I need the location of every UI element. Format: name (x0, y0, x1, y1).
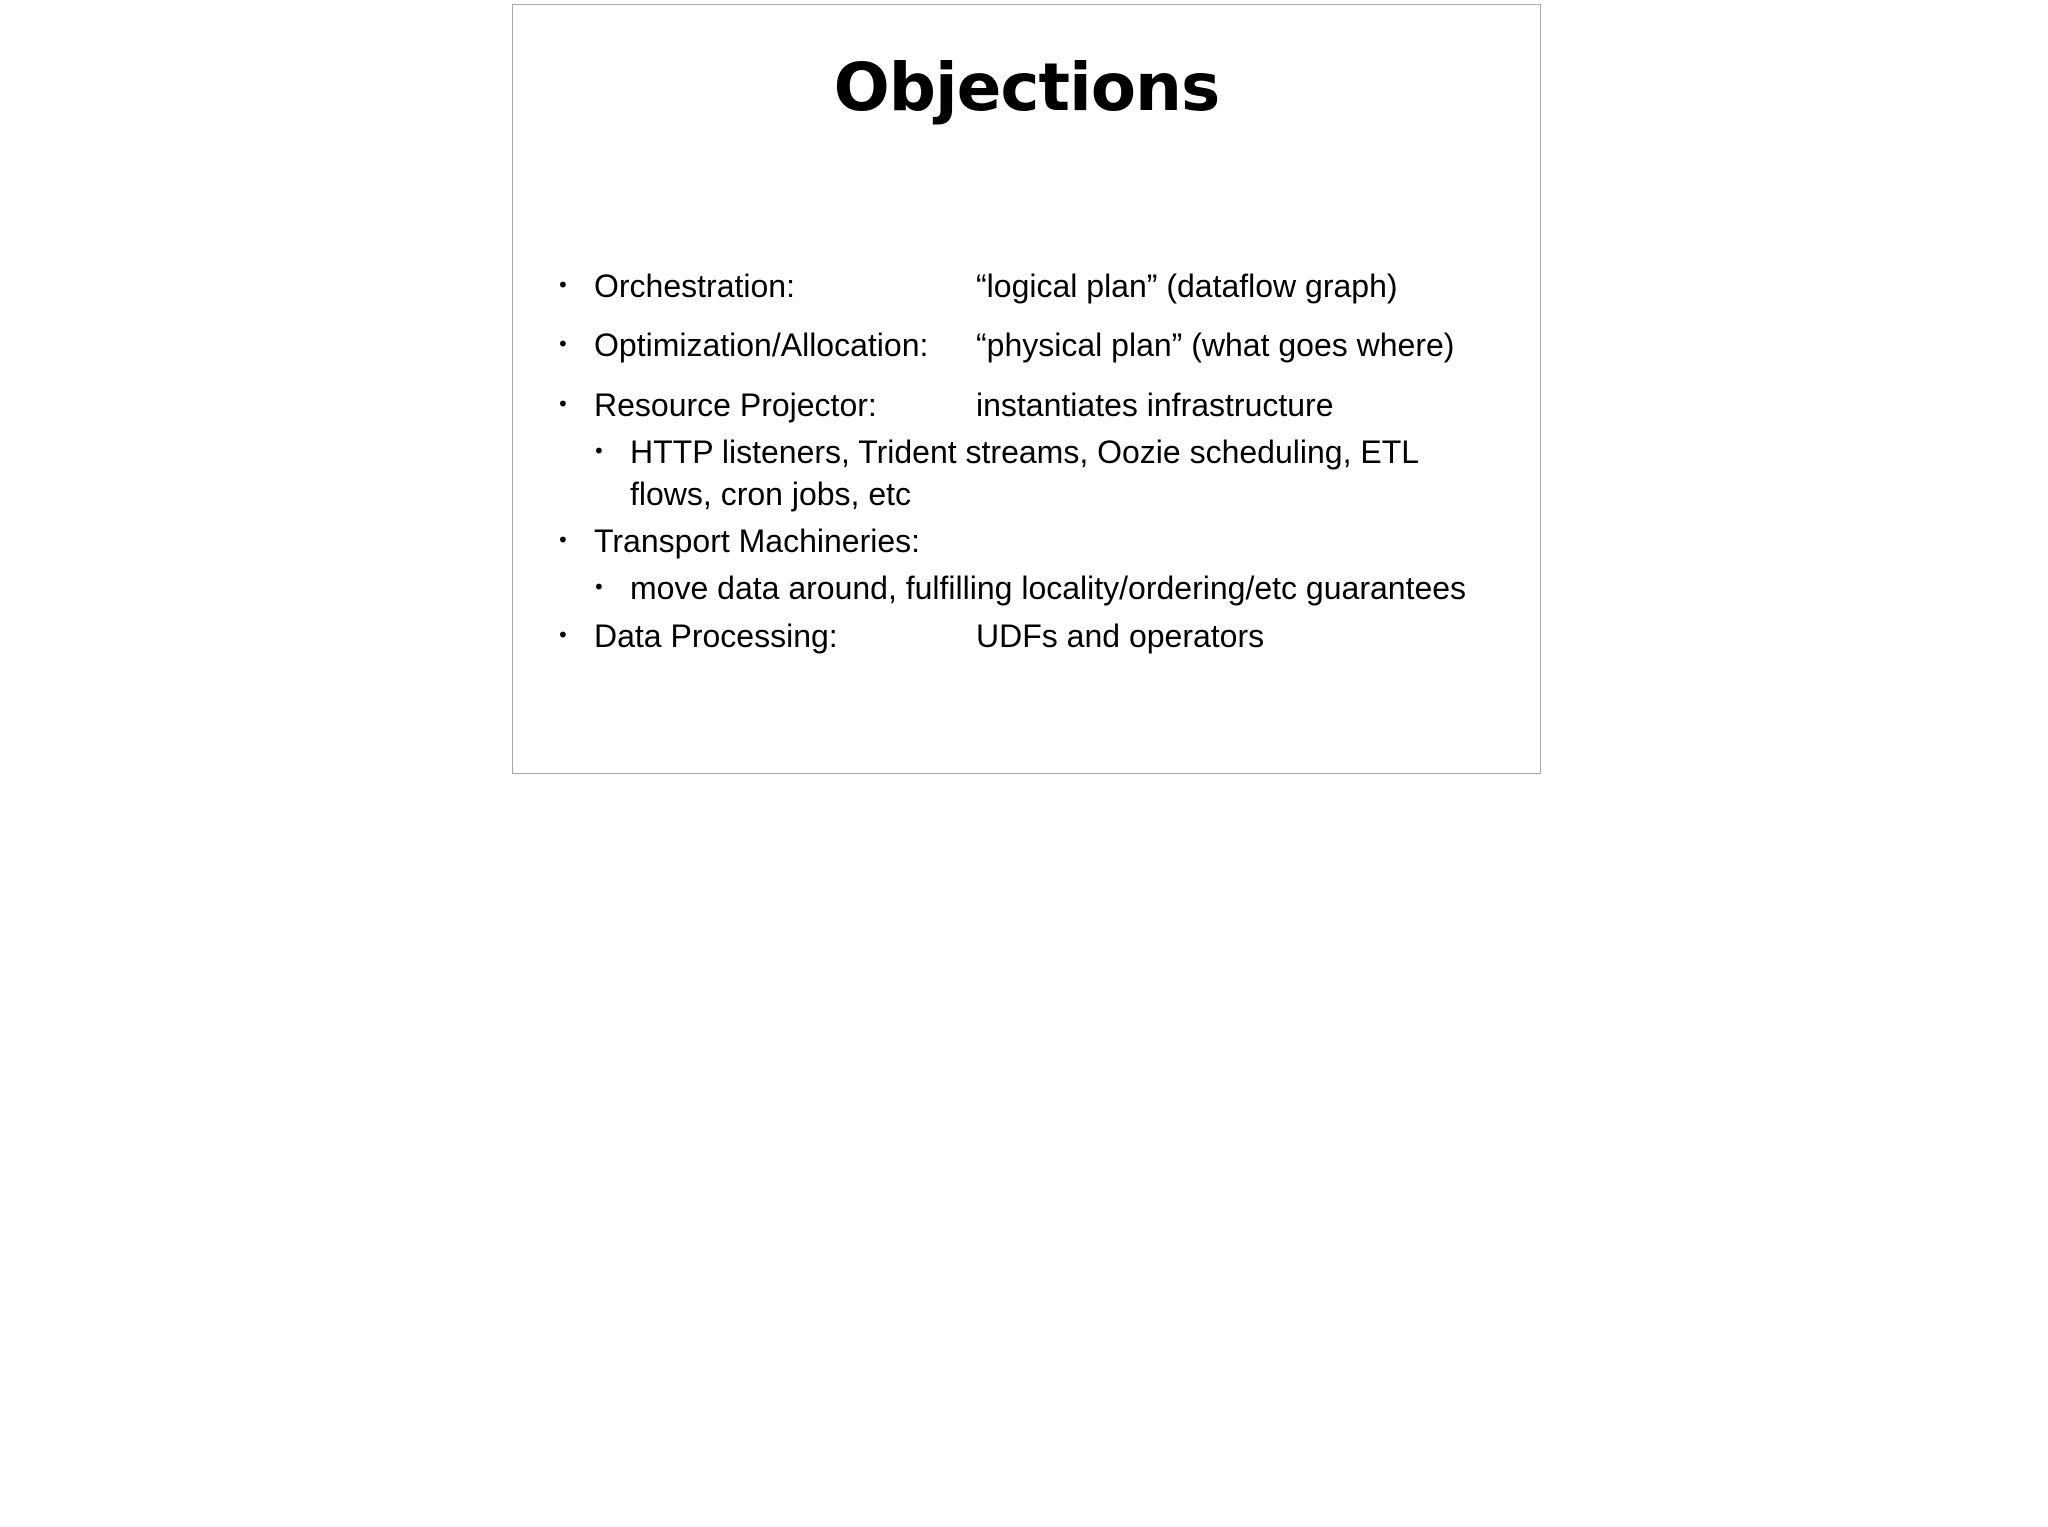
item-label-optimization: Optimization/Allocation: (594, 327, 929, 363)
item-value-data-processing: UDFs and operators (976, 618, 1265, 654)
bullet-icon: • (557, 623, 569, 647)
sub-item-transport-line1: move data around, fulfilling locality/ordering/etc guarantees (630, 570, 1467, 606)
item-value-optimization: “physical plan” (what goes where) (976, 327, 1455, 363)
item-value-resource-projector: instantiates infrastructure (976, 387, 1334, 423)
slide-title: Objections (833, 49, 1220, 126)
item-label-orchestration: Orchestration: (594, 268, 795, 304)
item-value-orchestration: “logical plan” (dataflow graph) (976, 268, 1398, 304)
item-label-transport: Transport Machineries: (594, 523, 921, 559)
item-label-data-processing: Data Processing: (594, 618, 838, 654)
bullet-icon: • (557, 273, 569, 297)
sub-bullet-icon: • (593, 439, 605, 463)
bullet-icon: • (557, 528, 569, 552)
bullet-icon: • (557, 392, 569, 416)
sub-bullet-icon: • (593, 575, 605, 599)
bullet-icon: • (557, 332, 569, 356)
sub-item-resource-line2: flows, cron jobs, etc (630, 476, 911, 512)
sub-item-resource-line1: HTTP listeners, Trident streams, Oozie scheduling, ETL (630, 434, 1420, 470)
item-label-resource-projector: Resource Projector: (594, 387, 877, 423)
